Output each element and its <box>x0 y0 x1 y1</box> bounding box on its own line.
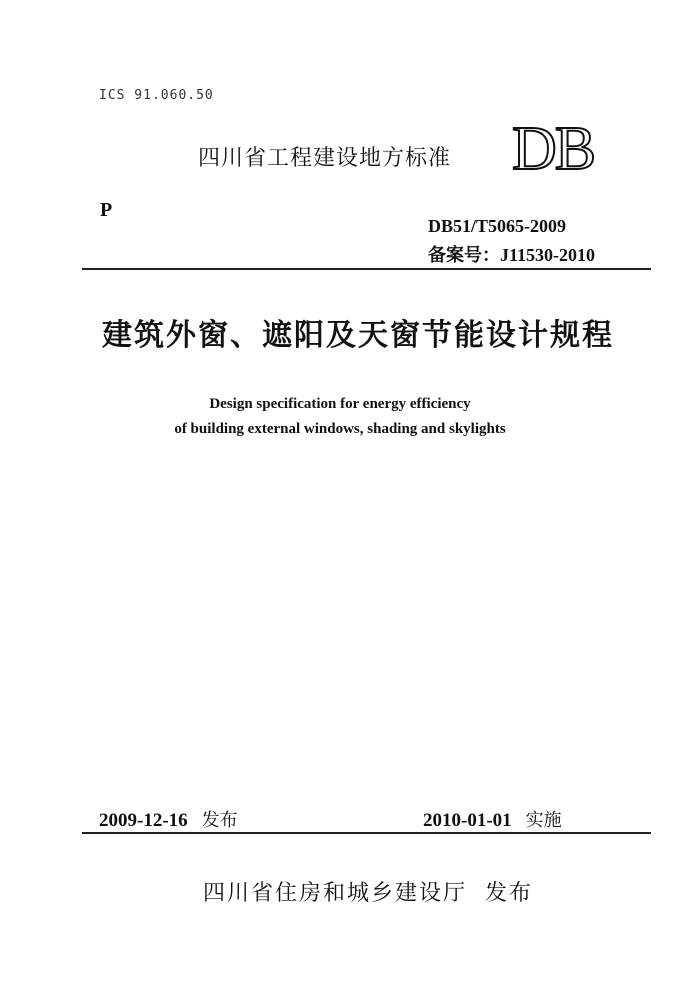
publisher-name: 四川省住房和城乡建设厅 <box>203 881 468 906</box>
bottom-divider <box>82 832 651 834</box>
issue-label: 发布 <box>201 810 238 831</box>
standard-number: DB51/T5065-2009 <box>428 216 567 236</box>
category-code: P <box>100 199 113 221</box>
publish-label: 发布 <box>485 881 534 906</box>
db-logo: DB <box>512 115 595 183</box>
issuer-title: 四川省工程建设地方标准 <box>198 146 452 171</box>
document-title-chinese: 建筑外窗、遮阳及天窗节能设计规程 <box>102 318 614 353</box>
english-title-line-2: of building external windows, shading and skylights <box>174 421 506 437</box>
english-title-line-1: Design specification for energy efficiency <box>209 396 471 412</box>
issue-date: 2009-12-16 <box>99 810 188 831</box>
implement-date: 2010-01-01 <box>423 810 512 831</box>
publisher-block <box>203 876 533 907</box>
record-number: 备案号：J11530-2010 <box>428 245 596 265</box>
document-title-english <box>130 392 550 442</box>
implement-date-block <box>423 806 562 832</box>
top-divider <box>82 268 651 270</box>
issue-date-block <box>99 806 238 832</box>
implement-label: 实施 <box>525 810 562 831</box>
ics-code: ICS 91.060.50 <box>99 88 214 103</box>
